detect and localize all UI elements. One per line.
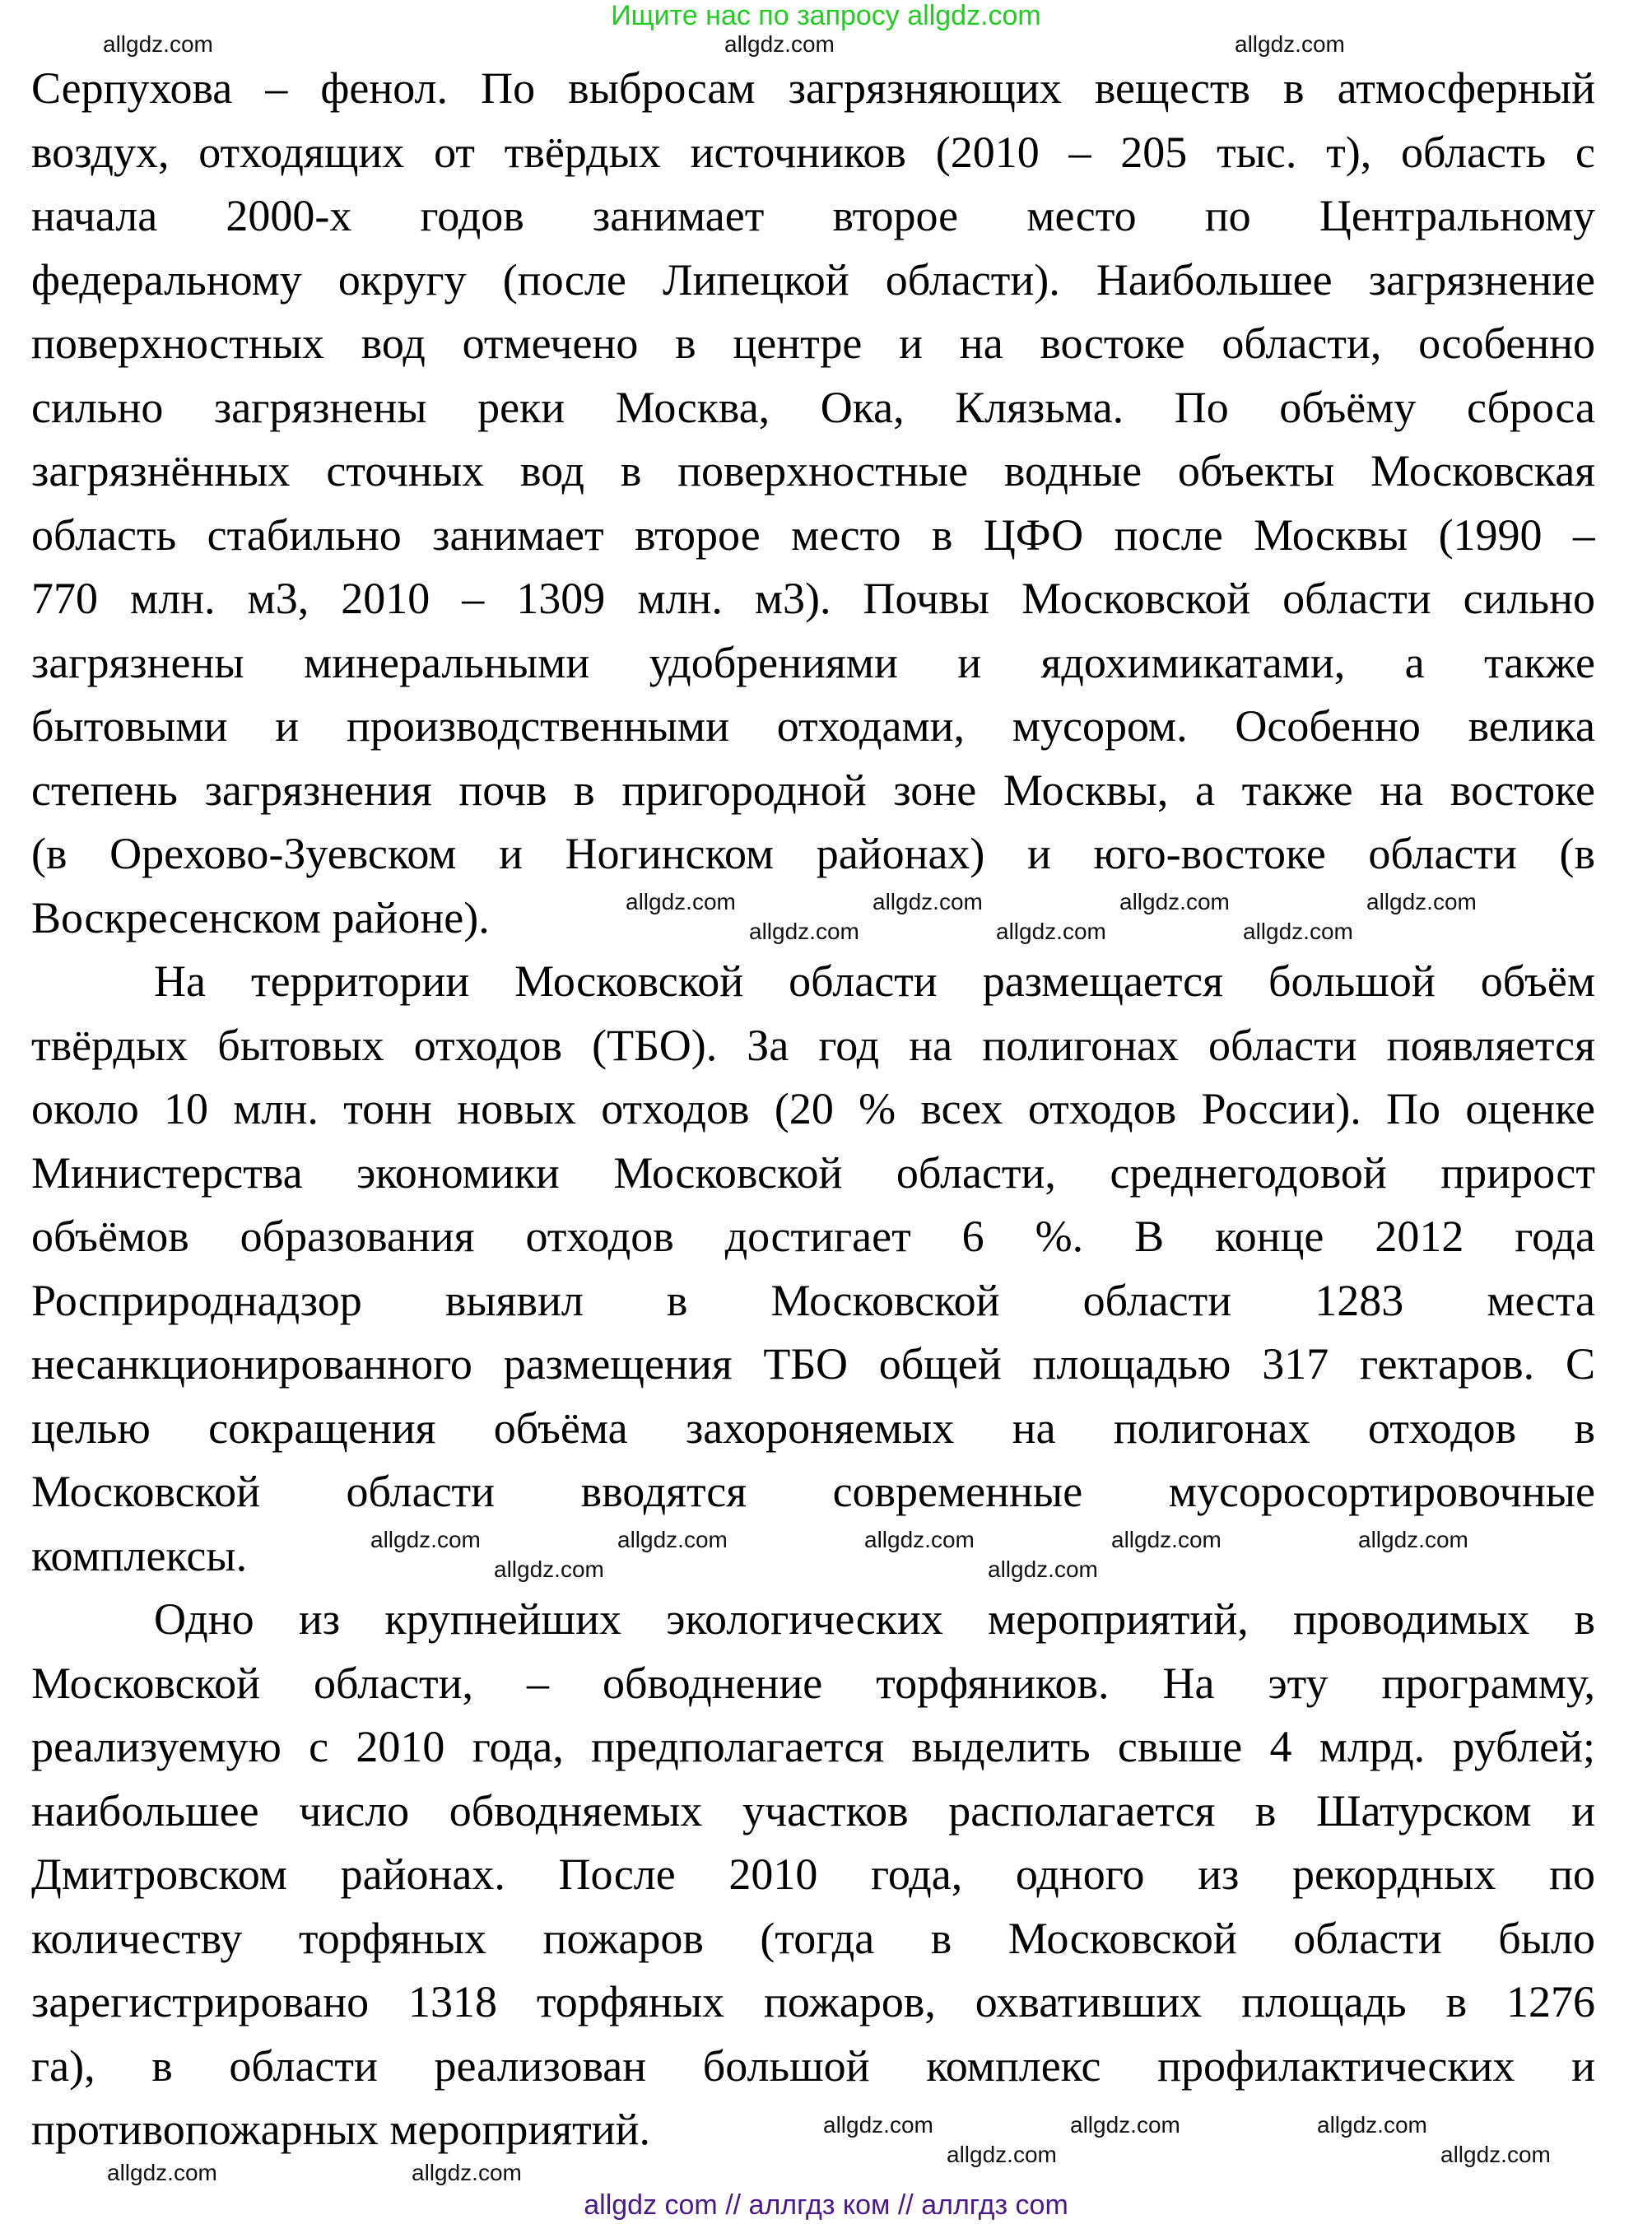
text-line-row: [31, 1780, 1595, 1844]
text-line-row: [31, 249, 1595, 313]
text-line: бытовыми и производственными отходами, мусором. Особенно велика: [31, 701, 1595, 751]
text-line: около 10 млн. тонн новых отходов (20 % всех отходов России). По оценке: [31, 1084, 1595, 1133]
text-line: загрязнены минеральными удобрениями и ядохимикатами, а также: [31, 637, 1595, 687]
text-line: воздух, отходящих от твёрдых источников (2010 – 205 тыс. т), область с: [31, 127, 1595, 177]
text-line-row: [31, 567, 1595, 631]
text-line: Росприроднадзор выявил в Московской области 1283 места: [31, 1275, 1595, 1325]
text-line: Московской области вводятся современные мусоросортировочные: [31, 1467, 1595, 1516]
text-line: целью сокращения объёма захороняемых на полигонах отходов в: [31, 1403, 1595, 1453]
text-line: Министерства экономики Московской области, среднегодовой прирост: [31, 1147, 1595, 1198]
watermark-text: allgdz.com: [823, 2112, 933, 2138]
text-line-row: [31, 1843, 1595, 1907]
text-line-row: [31, 631, 1595, 696]
text-line-row: [31, 1652, 1595, 1716]
watermark-text: allgdz.com: [1358, 1527, 1468, 1552]
text-line-row: [31, 1907, 1595, 1971]
text-line: количеству торфяных пожаров (тогда в Московской области было: [31, 1913, 1595, 1963]
text-line-row: [31, 1142, 1595, 1206]
watermark-text: allgdz.com: [724, 31, 835, 57]
text-line-row: [31, 440, 1595, 504]
watermark-text: allgdz.com: [370, 1527, 481, 1552]
text-line: твёрдых бытовых отходов (ТБО). За год на полигонах области появляется: [31, 1020, 1595, 1070]
text-line: реализуемую с 2010 года, предполагается выделить свыше 4 млрд. рублей;: [31, 1722, 1595, 1771]
footer-watermark: allgdz com // аллгдз ком // аллгдз com: [584, 2189, 1068, 2221]
text-line: Серпухова – фенол. По выбросам загрязняющих веществ в атмосферный: [31, 63, 1595, 113]
text-line: га), в области реализован большой комплекс профилактических и: [31, 2040, 1595, 2091]
watermark-text: allgdz.com: [988, 1556, 1098, 1582]
watermark-text: allgdz.com: [1119, 889, 1230, 914]
watermark-text: allgdz.com: [412, 2160, 522, 2185]
text-line: зарегистрировано 1318 торфяных пожаров, охвативших площадь в 1276: [31, 1977, 1595, 2026]
watermark-text: allgdz.com: [996, 919, 1106, 944]
text-line: Московской области, – обводнение торфяников. На эту программу,: [31, 1658, 1595, 1708]
search-hint-banner: Ищите нас по запросу allgdz.com: [611, 0, 1041, 31]
text-line-row: [31, 1205, 1595, 1269]
text-line-row: [31, 1333, 1595, 1397]
document-body: [31, 57, 1595, 2162]
text-line: начала 2000-х годов занимает второе место по Центральному: [31, 191, 1595, 240]
watermark-text: allgdz.com: [103, 31, 213, 57]
text-line: объёмов образования отходов достигает 6 %. В конце 2012 года: [31, 1212, 1595, 1261]
text-line: федеральному округу (после Липецкой области). Наибольшее загрязнение: [31, 254, 1595, 305]
text-line-row: [31, 1397, 1595, 1461]
text-line: противопожарных мероприятий.: [31, 2105, 650, 2154]
text-line-row: [31, 1715, 1595, 1780]
text-line: область стабильно занимает второе место в ЦФО после Москвы (1990 –: [31, 509, 1595, 560]
text-line: степень загрязнения почв в пригородной зоне Москвы, а также на востоке: [31, 765, 1595, 815]
text-line-row: [31, 376, 1595, 440]
watermark-text: allgdz.com: [1366, 889, 1477, 914]
text-line: (в Орехово-Зуевском и Ногинском районах) и юго-востоке области (в: [31, 829, 1595, 878]
text-line: Одно из крупнейших экологических мероприятий, проводимых в: [154, 1594, 1595, 1644]
text-line-row: [31, 1077, 1595, 1142]
text-line: На территории Московской области размещается большой объём: [154, 956, 1595, 1006]
watermark-text: allgdz.com: [1070, 2112, 1180, 2138]
watermark-text: allgdz.com: [1111, 1527, 1222, 1552]
text-line-row: [31, 121, 1595, 185]
text-line-row: [31, 57, 1595, 121]
text-line-row: [31, 759, 1595, 823]
watermark-text: allgdz.com: [873, 889, 983, 914]
watermark-text: allgdz.com: [1440, 2142, 1551, 2167]
text-line: комплексы.: [31, 1530, 248, 1580]
text-line: несанкционированного размещения ТБО общей площадью 317 гектаров. С: [31, 1339, 1595, 1389]
text-line-row: [31, 950, 1595, 1014]
text-line: наибольшее число обводняемых участков располагается в Шатурском и: [31, 1785, 1595, 1835]
text-line-row: [31, 822, 1595, 886]
watermark-text: allgdz.com: [947, 2142, 1057, 2167]
text-line: загрязнённых сточных вод в поверхностные водные объекты Московская: [31, 446, 1595, 496]
text-line-row: [31, 1014, 1595, 1078]
text-line: поверхностных вод отмечено в центре и на востоке области, особенно: [31, 319, 1595, 368]
watermark-text: allgdz.com: [626, 889, 736, 914]
watermark-text: allgdz.com: [864, 1527, 975, 1552]
text-line-row: [31, 312, 1595, 376]
watermark-text: allgdz.com: [617, 1527, 728, 1552]
watermark-text: allgdz.com: [1317, 2112, 1427, 2138]
text-line-row: [31, 1970, 1595, 2035]
text-line: Дмитровском районах. После 2010 года, одного из рекордных по: [31, 1849, 1595, 1899]
text-line-row: [31, 2035, 1595, 2099]
watermark-text: allgdz.com: [494, 1556, 604, 1582]
text-line-row: [31, 504, 1595, 568]
watermark-text: allgdz.com: [1235, 31, 1345, 57]
watermark-text: allgdz.com: [749, 919, 859, 944]
text-line: Воскресенском районе).: [31, 892, 490, 942]
text-line-row: [31, 1269, 1595, 1333]
watermark-text: allgdz.com: [1243, 919, 1353, 944]
text-line: сильно загрязнены реки Москва, Ока, Клязьма. По объёму сброса: [31, 382, 1595, 432]
text-line-row: [31, 695, 1595, 759]
watermark-text: allgdz.com: [107, 2160, 217, 2185]
text-line: 770 млн. м3, 2010 – 1309 млн. м3). Почвы Московской области сильно: [31, 574, 1595, 623]
text-line-row: [31, 1588, 1595, 1652]
text-line-row: [31, 1460, 1595, 1524]
text-line-row: [31, 184, 1595, 249]
